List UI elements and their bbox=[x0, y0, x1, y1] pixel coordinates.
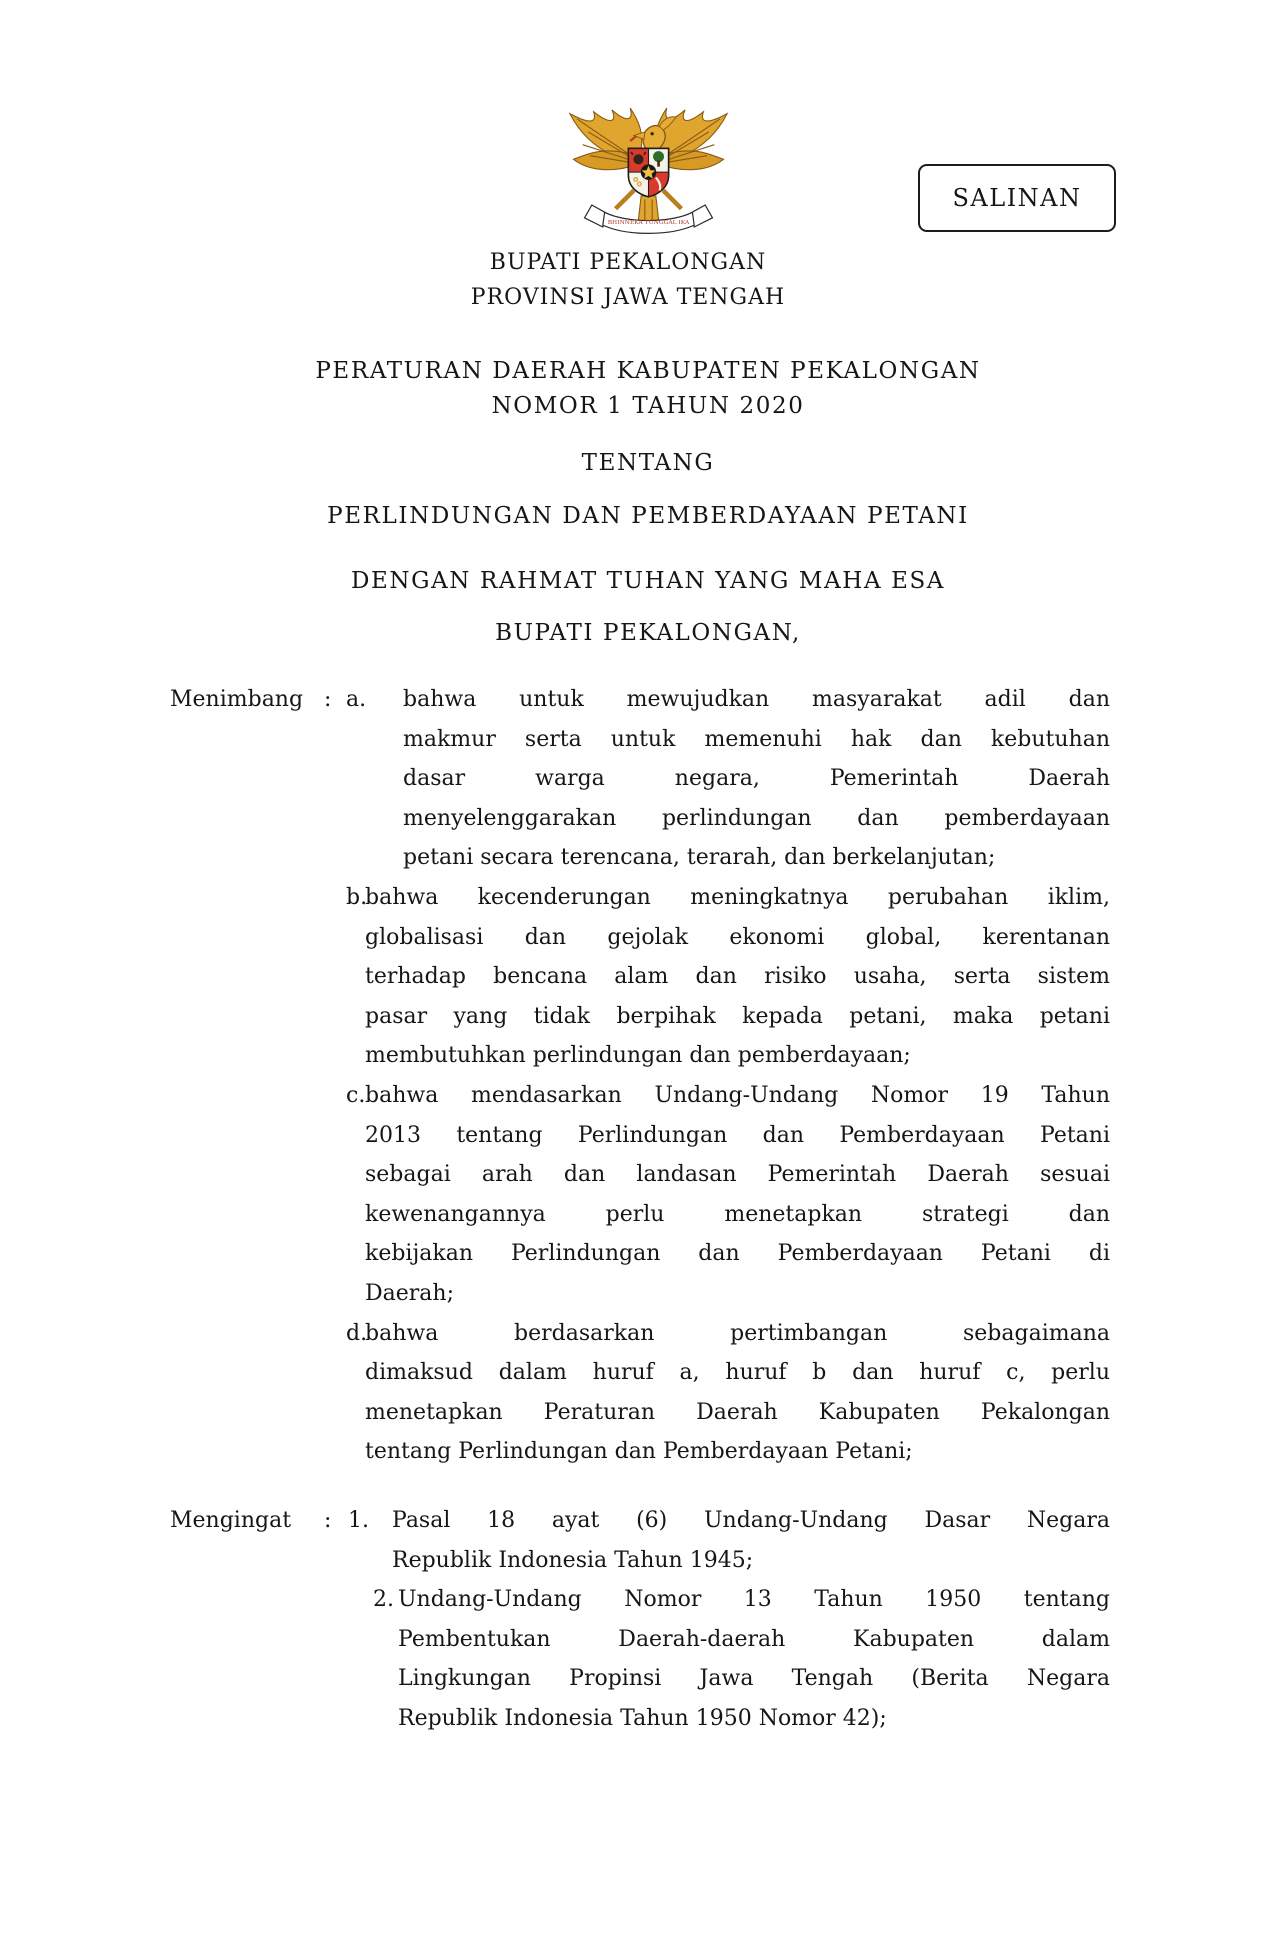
text-line: kebijakan Perlindungan dan Pemberdayaan Petani di bbox=[365, 1241, 1110, 1267]
text-line: Pembentukan Daerah-daerah Kabupaten dalam bbox=[398, 1626, 1110, 1652]
text-line: 2013 tentang Perlindungan dan Pemberdayaan Petani bbox=[365, 1122, 1110, 1148]
menimbang-colon: : bbox=[324, 687, 332, 712]
garuda-pancasila-icon bbox=[557, 88, 740, 248]
section-menimbang bbox=[170, 680, 1110, 1472]
text-line: dimaksud dalam huruf a, huruf b dan huruf c, perlu bbox=[365, 1360, 1110, 1386]
title-peraturan: PERATURAN DAERAH KABUPATEN PEKALONGAN bbox=[315, 358, 981, 384]
text-line: Pasal 18 ayat (6) Undang-Undang Dasar Negara bbox=[392, 1508, 1110, 1533]
text-line: Daerah; bbox=[365, 1280, 454, 1306]
text-line: sebagai arah dan landasan Pemerintah Daerah sesuai bbox=[365, 1162, 1110, 1188]
text-line: petani secara terencana, terarah, dan berkelanjutan; bbox=[403, 845, 996, 871]
menimbang-items bbox=[346, 680, 1110, 1472]
mengingat-item-1 bbox=[348, 1501, 1110, 1580]
mengingat-items bbox=[348, 1501, 1110, 1739]
text-line: Lingkungan Propinsi Jawa Tengah (Berita Negara bbox=[398, 1666, 1110, 1692]
title-nomor: NOMOR 1 TAHUN 2020 bbox=[491, 393, 805, 419]
item-marker: c. bbox=[346, 1082, 366, 1108]
menimbang-item-a bbox=[346, 680, 1110, 878]
title-bupati-comma: BUPATI PEKALONGAN, bbox=[495, 620, 801, 646]
text-line: kewenangannya perlu menetapkan strategi dan bbox=[365, 1201, 1110, 1227]
text-line: menyelenggarakan perlindungan dan pemberdayaan bbox=[403, 805, 1110, 831]
text-line: Republik Indonesia Tahun 1950 Nomor 42); bbox=[398, 1705, 887, 1731]
menimbang-item-c bbox=[346, 1076, 1110, 1314]
title-rahmat: DENGAN RAHMAT TUHAN YANG MAHA ESA bbox=[350, 568, 946, 594]
emblem-banner-text: BHINNEKA TUNGGAL IKA bbox=[607, 219, 690, 227]
text-line: terhadap bencana alam dan risiko usaha, serta sistem bbox=[365, 964, 1110, 990]
item-marker: 2. bbox=[373, 1587, 394, 1613]
item-marker: 1. bbox=[348, 1508, 369, 1533]
menimbang-item-d bbox=[346, 1314, 1110, 1472]
letterhead-bupati: BUPATI PEKALONGAN bbox=[489, 250, 767, 275]
item-marker: d. bbox=[346, 1320, 368, 1346]
text-line: bahwa kecenderungan meningkatnya perubahan iklim, bbox=[365, 884, 1110, 910]
text-line: globalisasi dan gejolak ekonomi global, kerentanan bbox=[365, 924, 1110, 950]
mengingat-label: Mengingat bbox=[170, 1508, 292, 1533]
menimbang-item-b bbox=[346, 878, 1110, 1076]
letterhead-provinsi: PROVINSI JAWA TENGAH bbox=[470, 285, 786, 310]
text-line: membutuhkan perlindungan dan pemberdayaan; bbox=[365, 1043, 911, 1069]
text-line: dasar warga negara, Pemerintah Daerah bbox=[403, 766, 1110, 792]
text-line: pasar yang tidak berpihak kepada petani, maka petani bbox=[365, 1003, 1110, 1029]
item-marker: a. bbox=[346, 687, 367, 712]
text-line: bahwa untuk mewujudkan masyarakat adil dan bbox=[403, 687, 1110, 712]
salinan-stamp-label: SALINAN bbox=[952, 184, 1082, 212]
mengingat-colon: : bbox=[324, 1508, 332, 1533]
text-line: menetapkan Peraturan Daerah Kabupaten Pekalongan bbox=[365, 1399, 1110, 1425]
title-subject: PERLINDUNGAN DAN PEMBERDAYAAN PETANI bbox=[327, 503, 969, 529]
text-line: Undang-Undang Nomor 13 Tahun 1950 tentang bbox=[398, 1587, 1110, 1613]
section-mengingat bbox=[170, 1501, 1110, 1739]
item-marker: b. bbox=[346, 884, 368, 910]
text-line: bahwa mendasarkan Undang-Undang Nomor 19 Tahun bbox=[365, 1082, 1110, 1108]
text-line: tentang Perlindungan dan Pemberdayaan Petani; bbox=[365, 1439, 913, 1465]
salinan-stamp bbox=[918, 164, 1116, 232]
garuda-pancasila-emblem bbox=[557, 88, 740, 248]
text-line: bahwa berdasarkan pertimbangan sebagaimana bbox=[365, 1320, 1110, 1346]
text-line: makmur serta untuk memenuhi hak dan kebutuhan bbox=[403, 726, 1110, 752]
menimbang-label: Menimbang bbox=[170, 687, 304, 712]
title-tentang: TENTANG bbox=[581, 450, 715, 476]
text-line: Republik Indonesia Tahun 1945; bbox=[392, 1547, 754, 1573]
mengingat-item-2 bbox=[373, 1580, 1110, 1738]
